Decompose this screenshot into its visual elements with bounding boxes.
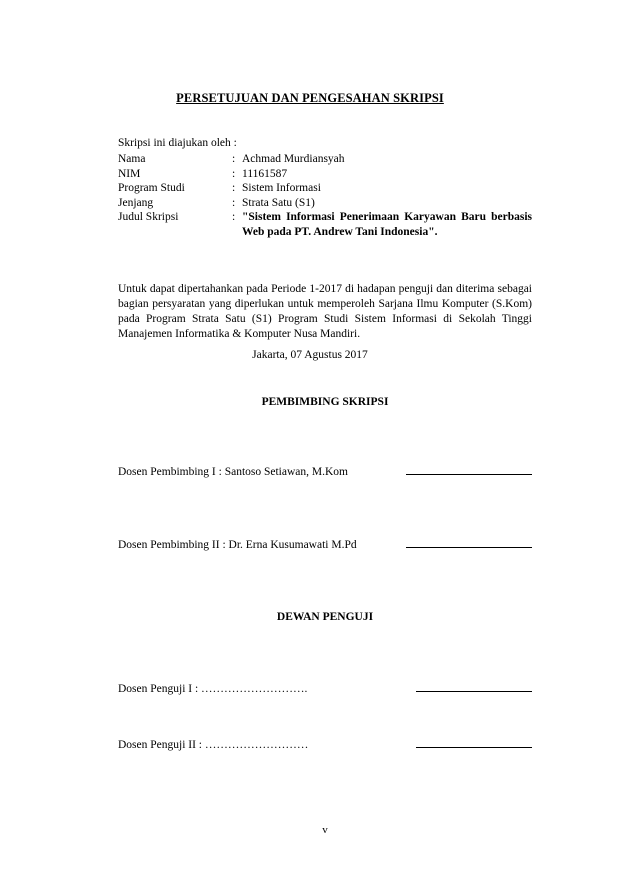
penguji-1-label: Dosen Penguji I : ………………………. [118, 683, 308, 695]
signature-rule [406, 547, 532, 548]
page-title: PERSETUJUAN DAN PENGESAHAN SKRIPSI [176, 91, 444, 105]
info-colon: : [232, 211, 236, 223]
pembimbing-2-label: Dosen Pembimbing II : Dr. Erna Kusumawati M.Pd [118, 539, 357, 551]
signature-rule [406, 474, 532, 475]
info-colon: : [232, 167, 236, 180]
page-number: v [322, 824, 328, 836]
info-colon: : [232, 153, 236, 165]
info-row-judul-skripsi [118, 210, 532, 239]
info-label: Jenjang [118, 196, 154, 209]
student-info [118, 152, 532, 239]
info-value: Strata Satu (S1) [242, 196, 315, 209]
info-row-jenjang [118, 196, 532, 211]
info-label: Judul Skripsi [118, 211, 179, 223]
date-line: Jakarta, 07 Agustus 2017 [252, 349, 368, 361]
info-label: Nama [118, 153, 146, 165]
info-colon: : [232, 182, 236, 194]
thesis-title: "Sistem Informasi Penerimaan Karyawan Baru berbasis Web pada PT. Andrew Tani Indonesia". [242, 211, 532, 238]
info-value: Sistem Informasi [242, 182, 321, 194]
approval-paragraph: Untuk dapat dipertahankan pada Periode 1-2017 di hadapan penguji dan diterima sebagai bagian persyaratan yang diperlukan untuk memperoleh Sarjana Ilmu Komputer (S.Kom) pada Program Strata Satu (S1) Program Studi Sistem Informasi di Sekolah Tinggi Manajemen Informatika & Komputer Nusa Mandiri. [118, 283, 532, 340]
penguji-heading: DEWAN PENGUJI [276, 611, 374, 623]
info-label: NIM [118, 167, 141, 180]
info-value: Achmad Murdiansyah [242, 153, 345, 165]
info-row-nama [118, 152, 532, 167]
info-colon: : [232, 196, 236, 209]
intro-text: Skripsi ini diajukan oleh : [118, 137, 237, 149]
penguji-2-label: Dosen Penguji II : ……………………… [118, 739, 309, 751]
info-value: 11161587 [242, 167, 288, 180]
signature-rule [416, 747, 532, 748]
signature-rule [416, 691, 532, 692]
info-row-nim [118, 167, 532, 182]
info-row-program-studi [118, 181, 532, 196]
pembimbing-1-label: Dosen Pembimbing I : Santoso Setiawan, M.Kom [118, 466, 348, 478]
info-label: Program Studi [118, 182, 185, 194]
pembimbing-heading: PEMBIMBING SKRIPSI [261, 396, 389, 408]
